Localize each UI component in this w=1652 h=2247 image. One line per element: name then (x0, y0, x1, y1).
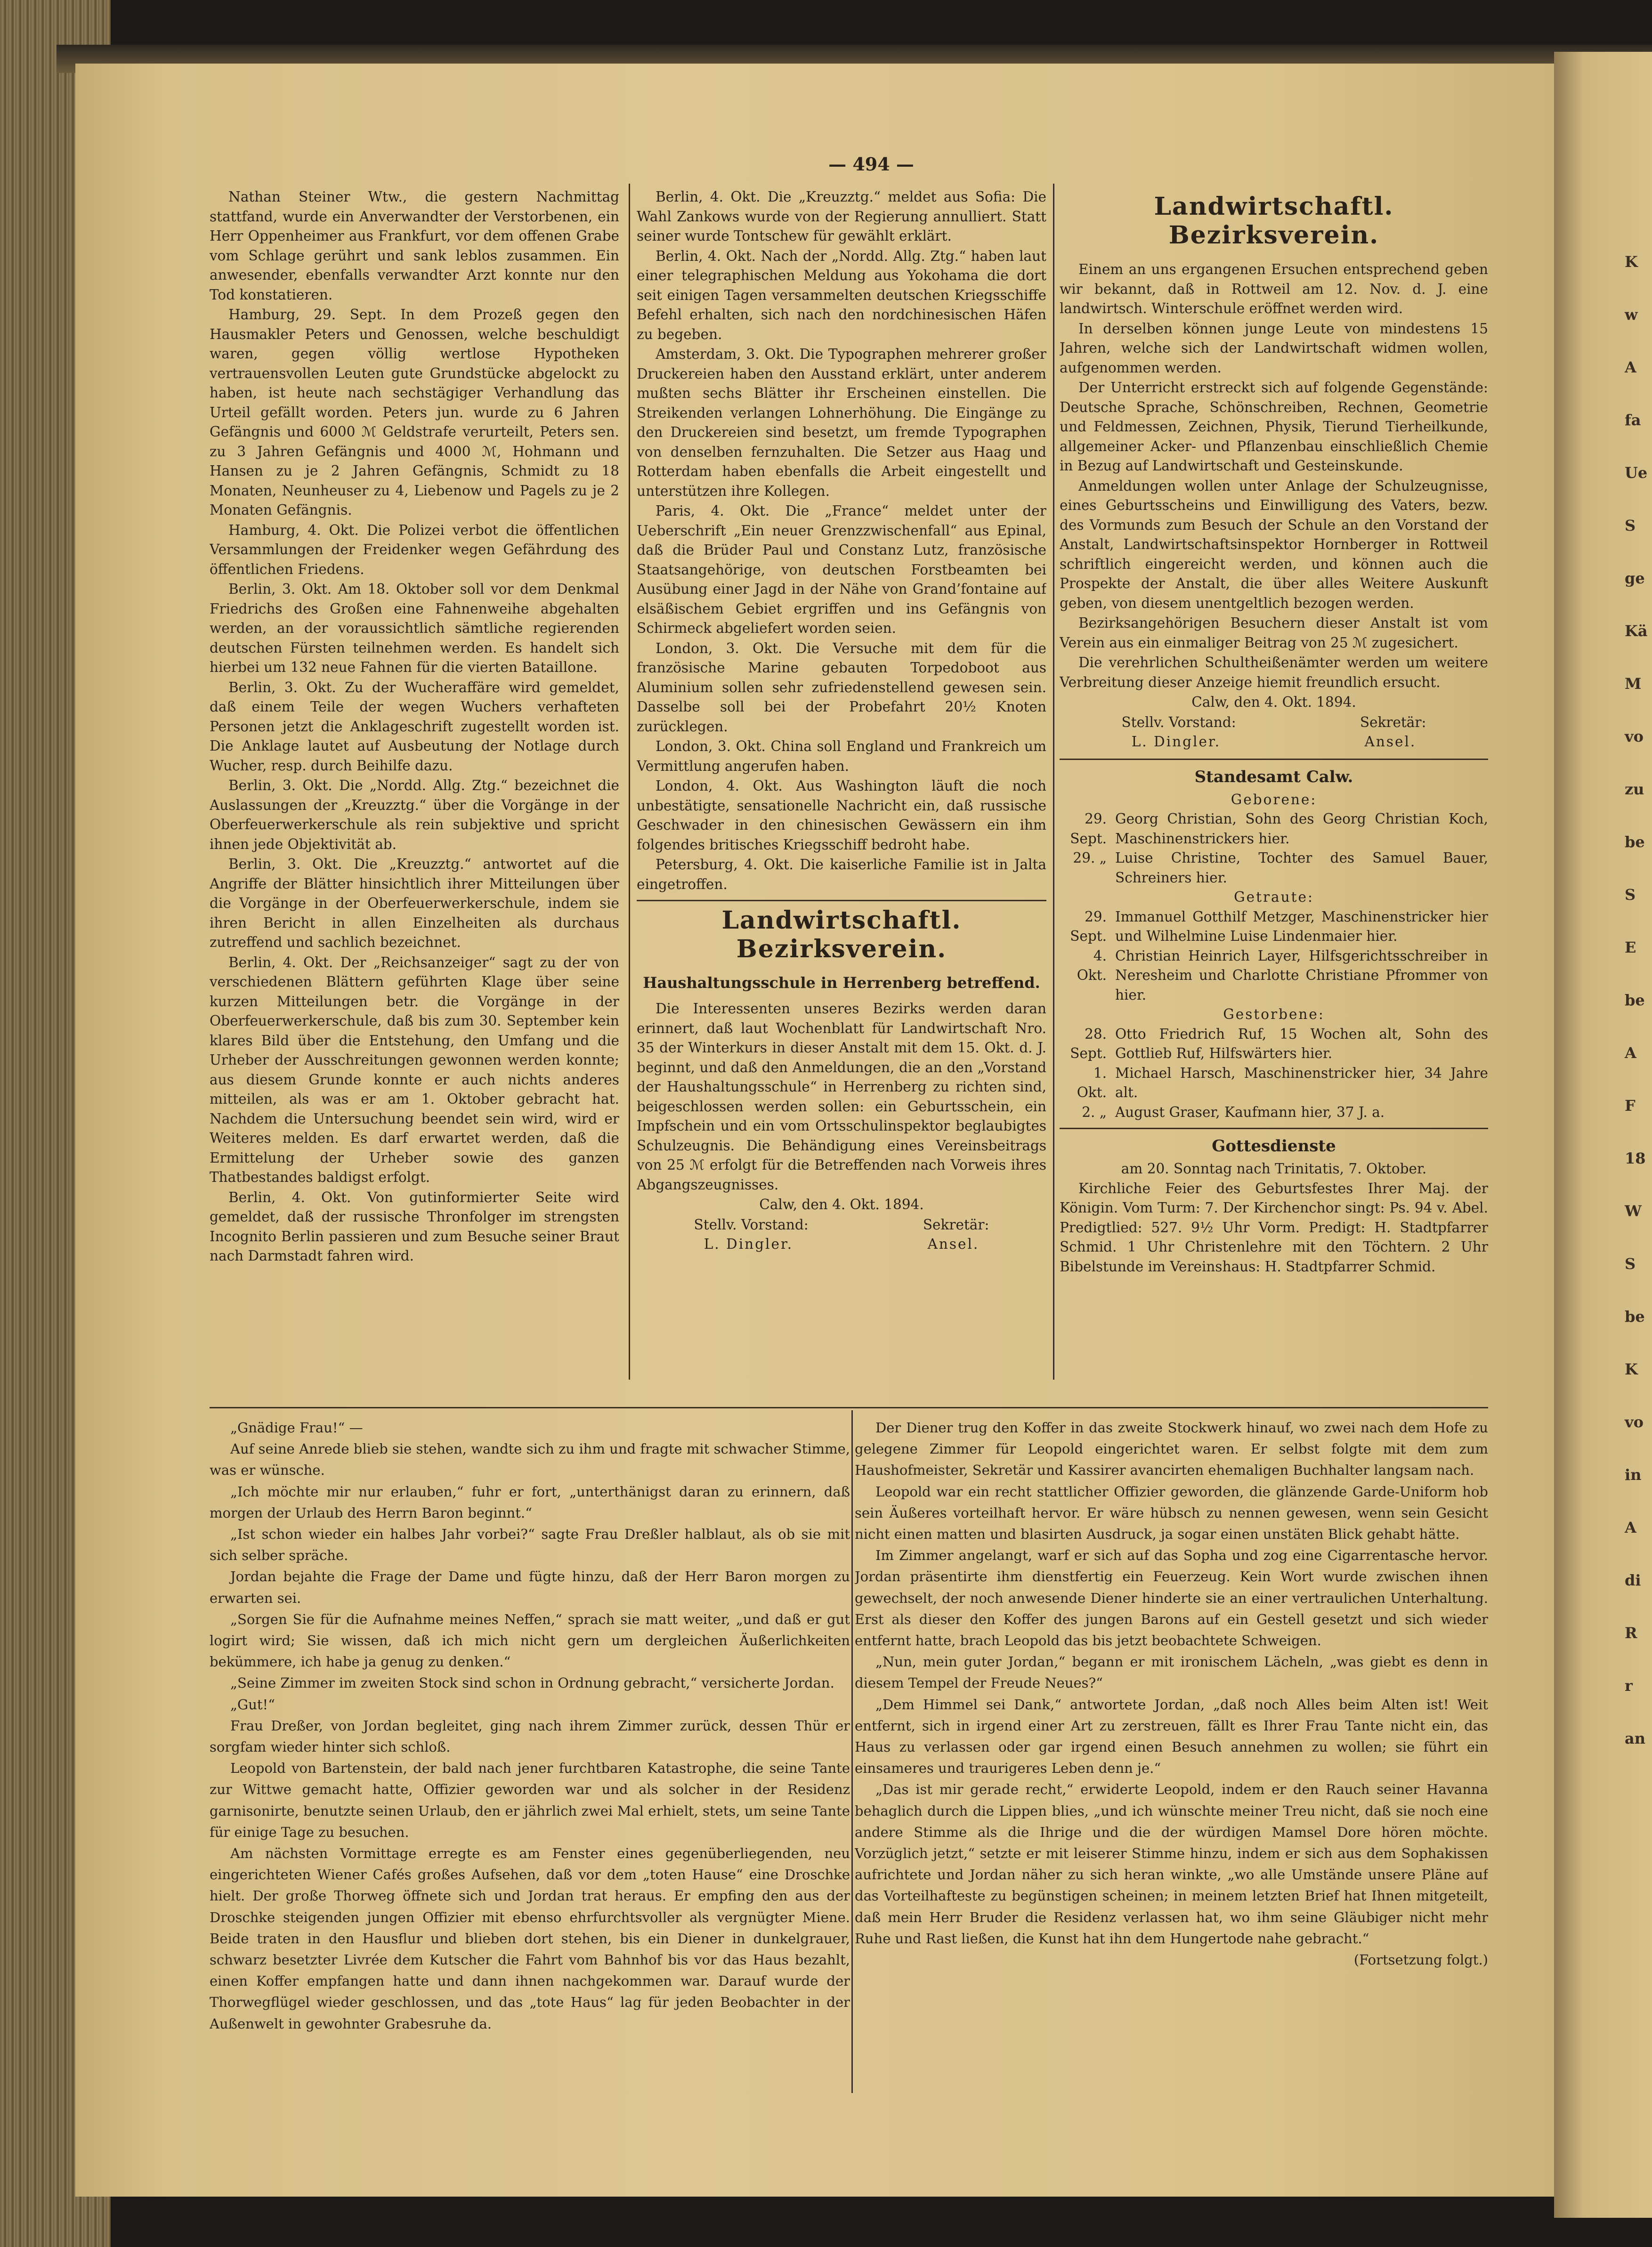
register-text: Luise Christine, Tochter des Samuel Bauer, Schreiners hier. (1115, 850, 1488, 886)
gottesdienste-subline: am 20. Sonntag nach Trinitatis, 7. Oktober. (1121, 1161, 1427, 1177)
notice-heading: Landwirtschaftl. Bezirksverein. (1154, 192, 1394, 250)
notice-paragraph: In derselben können junge Leute von mindestens 15 Jahren, welche sich der Landwirtschaft widmen wollen, aufgenommen werden. (1060, 320, 1488, 376)
news-item: Nathan Steiner Wtw., die gestern Nachmittag stattfand, wurde ein Anverwandter der Verstorbenen, ein Herr Oppenheimer aus Frankfurt, vor dem offenen Grabe vom Schlage gerührt und sank leblos zusammen. Ein anwesender, ebenfalls verwandter Arzt konnte nur den Tod konstatieren. (210, 189, 619, 303)
serial-paragraph: „Nun, mein guter Jordan,“ begann er mit ironischem Lächeln, „was giebt es denn in diesem Tempel der Freude Neues?“ (855, 1654, 1488, 1691)
adjacent-page-text: K (1625, 1360, 1638, 1378)
news-item: Berlin, 3. Okt. Die „Kreuzztg.“ antwortet auf die Angriffe der Blätter hinsichtlich ihrer Mitteilungen über die Vorgänge in der Oberfeuerwerkerschule, indem sie ihren Bericht in allen Einzelheiten als durchaus zutreffend und sachlich bezeichnet. (210, 856, 619, 950)
notice-signature-names (1060, 732, 1488, 752)
signature-title-right: Sekretär: (1360, 714, 1426, 730)
continued-note: (Fortsetzung folgt.) (1353, 1952, 1488, 1968)
notice-divider (637, 900, 1046, 901)
serial-paragraph: „Ist schon wieder ein halbes Jahr vorbei?“ sagte Frau Dreßler halblaut, als ob sie mit sich selber spräche. (210, 1526, 850, 1564)
serial-separator-rule (210, 1407, 1488, 1408)
news-item: Berlin, 3. Okt. Am 18. Oktober soll vor dem Denkmal Friedrichs des Großen eine Fahnenweihe abgehalten werden, an der voraussichtlich sämtliche regierenden deutschen Fürsten teilnehmen werden. Es handelt sich hierbei um 132 neue Fahnen für die vierten Bataillone. (210, 581, 619, 675)
notice-subheading: Haushaltungsschule in Herrenberg betreffend. (643, 974, 1040, 992)
register-entry (1060, 907, 1488, 946)
born-label: Geborene: (1231, 791, 1317, 808)
news-item: Berlin, 3. Okt. Zu der Wucheraffäre wird gemeldet, daß einem Teile der wegen Wuchers verhafteten Personen jetzt die Anklageschrift zugestellt worden ist. Die Anklage lautet auf Ausbeutung der Notlage durch Wucher, resp. durch Beihilfe dazu. (210, 679, 619, 774)
adjacent-page-text: W (1625, 1202, 1642, 1220)
notice-body: Die Interessenten unseres Bezirks werden daran erinnert, daß laut Wochenblatt für Landwirtschaft Nro. 35 der Winterkurs in dieser Anstalt mit dem 15. Okt. d. J. beginnt, und daß den Anmeldungen, die an den „Vorstand der Haushaltungsschule“ in Herrenberg zu richten sind, beigeschlossen werden sollen: ein Geburtsschein, ein Impfschein und ein vom Ortsschulinspektor beglaubigtes Schulzeugnis. Die Behändigung eines Vereinsbeitrags von 25 ℳ erfolgt für die Betreffenden nach Vorweis ihres Abgangszeugnisses. (637, 1001, 1046, 1193)
serial-paragraph: Auf seine Anrede blieb sie stehen, wandte sich zu ihm und fragte mit schwacher Stimme, was er wünsche. (210, 1441, 850, 1479)
standesamt-heading: Standesamt Calw. (1194, 767, 1353, 786)
notice-paragraph: Bezirksangehörigen Besuchern dieser Anstalt ist vom Verein aus ein einmaliger Beitrag von 25 ℳ zugesichert. (1060, 615, 1488, 651)
news-column-2 (637, 187, 1046, 1369)
register-text: Georg Christian, Sohn des Georg Christian Koch, Maschinenstrickers hier. (1115, 811, 1488, 847)
signature-title-left: Stellv. Vorstand: (1121, 714, 1236, 730)
adjacent-page-text: ge (1625, 569, 1645, 587)
serial-story-left (210, 1417, 850, 2095)
adjacent-page-text: r (1625, 1677, 1633, 1695)
register-entry (1060, 1103, 1488, 1123)
serial-paragraph: Frau Dreßer, von Jordan begleitet, ging nach ihrem Zimmer zurück, dessen Thür er sorgfam wieder hinter sich schloß. (210, 1717, 850, 1755)
notice-paragraph: Die verehrlichen Schultheißenämter werden um weitere Verbreitung dieser Anzeige hiemit freundlich ersucht. (1060, 655, 1488, 690)
register-text: Immanuel Gotthilf Metzger, Maschinenstricker hier und Wilhelmine Luise Lindenmaier hier. (1115, 908, 1488, 944)
serial-paragraph: „Gut!“ (230, 1696, 275, 1713)
register-text: Otto Friedrich Ruf, 15 Wochen alt, Sohn des Gottlieb Ruf, Hilfswärters hier. (1115, 1026, 1488, 1061)
serial-story-right (855, 1417, 1488, 2095)
news-item: London, 3. Okt. Die Versuche mit dem für die französische Marine gebauten Torpedoboot aus Aluminium sollen sehr zufriedenstellend gewesen sein. Dasselbe soll bei der Probefahrt 20½ Knoten zurücklegen. (637, 640, 1046, 735)
notice-paragraphs (1060, 260, 1488, 692)
signature-name-right: Ansel. (927, 1236, 980, 1252)
serial-paragraph: „Sorgen Sie für die Aufnahme meines Neffen,“ sprach sie matt weiter, „und daß er gut logirt wird; Sie wissen, daß ich mich nicht gern um dergleichen Äußerlichkeiten bekümmere, ich habe ja genug zu denken.“ (210, 1611, 850, 1670)
signature-name-left: L. Dingler. (1131, 734, 1221, 750)
adjacent-page-text: S (1625, 517, 1636, 534)
died-list (1060, 1025, 1488, 1123)
notice-heading: Landwirtschaftl. Bezirksverein. (721, 906, 962, 963)
announcements-column (1060, 187, 1488, 1393)
serial-paragraph: „Ich möchte mir nur erlauben,“ fuhr er fort, „unterthänigst daran zu erinnern, daß morgen der Urlaub des Herrn Baron beginnt.“ (210, 1483, 850, 1521)
register-date: 4. Okt. (1077, 947, 1107, 983)
notice-paragraph: Der Unterricht erstreckt sich auf folgende Gegenstände: Deutsche Sprache, Schönschreiben, Rechnen, Geometrie und Feldmessen, Zeichnen, Physik, Tierund Tierheilkunde, allgemeiner Acker- und Pflanzenbau einschließlich Chemie in Bezug auf Landwirtschaft und Gesteinskunde. (1060, 380, 1488, 474)
serial-paragraph: Leopold war ein recht stattlicher Offizier geworden, die glänzende Garde-Uniform hob sein Äußeres vorteilhaft hervor. Er wäre hübsch zu nennen gewesen, wenn sein Gesicht nicht einen matten und blasirten Ausdruck, ja sogar einen unstäten Blick gehabt hätte. (855, 1483, 1488, 1543)
serial-paragraph: „Dem Himmel sei Dank,“ antwortete Jordan, „daß noch Alles beim Alten ist! Weit entfernt, sich in irgend einer Art zu zerstreuen, fällt es Ihrer Frau Tante nicht ein, das Haus zu verlassen oder gar irgend einen Besuch annehmen zu wollen; sie führt ein einsameres und traurigeres Leben denn je.“ (855, 1696, 1488, 1777)
adjacent-page-text: 18 (1625, 1149, 1646, 1167)
news-item: Hamburg, 29. Sept. In dem Prozeß gegen den Hausmakler Peters und Genossen, welche beschuldigt waren, gegen völlig wertlose Hypotheken vertrauensvollen Leuten gute Grundstücke abgelockt zu haben, ist heute nach sechstägiger Verhandlung das Urteil gefällt worden. Peters jun. wurde zu 6 Jahren Gefängnis und 6000 ℳ Geldstrafe verurteilt, Peters sen. zu 3 Jahren Gefängnis und 4000 ℳ, Hohmann und Hansen zu je 2 Jahren Gefängnis, Schmidt zu 18 Monaten, Neunheuser zu 4, Liebenow und Pagels zu je 2 Monaten Gefängnis. (210, 307, 619, 518)
adjacent-page-text: vo (1625, 727, 1644, 745)
register-text: Christian Heinrich Layer, Hilfsgerichtsschreiber in Neresheim und Charlotte Christiane Pfrommer von hier. (1115, 947, 1488, 1003)
news-item: Petersburg, 4. Okt. Die kaiserliche Familie ist in Jalta eingetroffen. (637, 857, 1046, 892)
adjacent-page-text: M (1625, 675, 1642, 693)
adjacent-page-fragment (1554, 52, 1652, 2218)
notice-signature-titles (637, 1215, 1046, 1235)
signature-title-left: Stellv. Vorstand: (694, 1216, 809, 1233)
register-date: 29. Sept. (1070, 811, 1107, 847)
notice-place-date: Calw, den 4. Okt. 1894. (759, 1196, 924, 1212)
register-entry (1060, 849, 1488, 888)
adjacent-page-text: F (1625, 1097, 1636, 1115)
news-item: Berlin, 4. Okt. Von gutinformierter Seite wird gemeldet, daß der russische Thronfolger im strengsten Incognito Berlin passieren und zum Besuche seiner Braut nach Darmstadt fahren wird. (210, 1189, 619, 1264)
register-entry (1060, 1025, 1488, 1064)
adjacent-page-text: S (1625, 1255, 1636, 1273)
adjacent-page-text: A (1625, 358, 1636, 376)
adjacent-page-text: be (1625, 833, 1645, 851)
notice-signature-titles (1060, 713, 1488, 733)
signature-title-right: Sekretär: (923, 1216, 989, 1233)
serial-paragraph: Am nächsten Vormittage erregte es am Fenster eines gegenüberliegenden, neu eingerichteten Wiener Cafés großes Aufsehen, daß vor dem „toten Hause“ eine Droschke hielt. Der große Thorweg öffnete sich und Jordan trat heraus. Er empfing den aus der Droschke steigenden jungen Offizier mit ebenso ehrfurchtsvoller als vergnügter Miene. Beide traten in den Hausflur und blieben dort stehen, bis ein Diener in dunkelgrauer, schwarz besetzter Livrée dem Kutscher die Fahrt vom Bahnhof bis vor das Haus bezahlt, einen Koffer empfangen hatte und dann ihnen nachgekommen war. Darauf wurde der Thorwegflügel wieder geschlossen, und das „tote Haus“ lag für jeden Beobachter in der Außenwelt in gewohnter Grabesruhe da. (210, 1845, 850, 2032)
gottesdienste-body: Kirchliche Feier des Geburtsfestes Ihrer Maj. der Königin. Vom Turm: 7. Der Kirchenchor singt: Ps. 94 v. Abel. Predigtlied: 527. 9½ Uhr Vorm. Predigt: H. Stadtpfarrer Schmid. 1 Uhr Christenlehre mit den Töchtern. 2 Uhr Bibelstunde im Vereinshaus: H. Stadtpfarrer Schmid. (1060, 1180, 1488, 1275)
news-item: Hamburg, 4. Okt. Die Polizei verbot die öffentlichen Versammlungen der Freidenker wegen Gefährdung des öffentlichen Friedens. (210, 522, 619, 577)
news-column-1 (210, 187, 619, 1376)
news-item: Paris, 4. Okt. Die „France“ meldet unter der Ueberschrift „Ein neuer Grenzzwischenfall“ aus Epinal, daß die Brüder Paul und Constanz Lutz, französische Staatsangehörige, von deutschen Forstbeamten bei Ausübung einer Jagd in der Nähe von Grand’fontaine auf elsäßischem Gebiet ergriffen und ins Gefängnis von Schirmeck abgeliefert worden seien. (637, 503, 1046, 636)
serial-paragraph: Der Diener trug den Koffer in das zweite Stockwerk hinauf, wo zwei nach dem Hofe zu gelegene Zimmer für Leopold eingerichtet waren. Er selbst folgte mit dem zum Haushofmeister, Sekretär und Kassirer avancirten ehemaligen Buchhalter langsam nach. (855, 1420, 1488, 1479)
register-entry (1060, 946, 1488, 1005)
adjacent-page-text: Kä (1625, 622, 1648, 640)
register-text: August Graser, Kaufmann hier, 37 J. a. (1115, 1104, 1385, 1120)
news-item: Berlin, 3. Okt. Die „Nordd. Allg. Ztg.“ bezeichnet die Auslassungen der „Kreuzztg.“ über die Vorgänge in der Oberfeuerwerkerschule als rein subjektive und spricht ihnen jede Objektivität ab. (210, 777, 619, 852)
adjacent-page-text: fa (1625, 411, 1641, 429)
register-date: 2. „ (1082, 1104, 1107, 1120)
signature-name-left: L. Dingler. (704, 1236, 794, 1252)
column-rule-1 (629, 184, 630, 1380)
news-item: Berlin, 4. Okt. Der „Reichsanzeiger“ sagt zu der von verschiedenen Blättern geführten Klage über seine kurzen Mitteilungen betr. die Vorgänge in der Oberfeuerwerkerschule, daß bis zum 30. September kein klares Bild über die Entstehung, den Umfang und die Urheber der Ausschreitungen gewonnen werden konnte; aus diesem Grunde konnte er auch nichts anderes mitteilen, als was er am 1. Oktober gebracht hat. Nachdem die Untersuchung beendet sein wird, wird er Weiteres melden. Es darf erwartet werden, daß die Ermittelung der Urheber sowie des ganzen Thatbestandes baldigst erfolgt. (210, 954, 619, 1185)
serial-paragraph: Im Zimmer angelangt, warf er sich auf das Sopha und zog eine Cigarrentasche hervor. Jordan präsentirte ihm dienstfertig ein Feuerzeug. Kein Wort wurde zwischen ihnen gewechselt, der noch anwesende Diener hinderte sie an einer vertraulichen Unterhaltung. Erst als dieser den Koffer des jungen Barons auf ein Gestell gesetzt und sich wieder entfernt hatte, brach Leopold das bis jetzt beobachtete Schweigen. (855, 1547, 1488, 1649)
adjacent-page-text: R (1625, 1624, 1637, 1642)
adjacent-page-text: be (1625, 991, 1645, 1009)
section-divider (1060, 1128, 1488, 1129)
notice-signature-names (637, 1235, 1046, 1254)
register-date: 1. Okt. (1077, 1065, 1107, 1100)
adjacent-page-text: vo (1625, 1413, 1644, 1431)
register-date: 29. Sept. (1070, 908, 1107, 944)
register-text: Michael Harsch, Maschinenstricker hier, 34 Jahre alt. (1115, 1065, 1488, 1100)
serial-paragraph: Leopold von Bartenstein, der bald nach jener furchtbaren Katastrophe, die seine Tante zur Wittwe gemacht hatte, Offizier geworden war und als solcher in der Residenz garnisonirte, benutzte seinen Urlaub, den er jährlich zwei Mal erhielt, stets, um seine Tante für einige Tage zu besuchen. (210, 1760, 850, 1840)
news-item: Amsterdam, 3. Okt. Die Typographen mehrerer großer Druckereien haben den Ausstand erklärt, unter anderem mußten sechs Blätter ihr Erscheinen einstellen. Die Streikenden verlangen Lohnerhöhung. Die Eingänge zu den Druckereien sind besetzt, um fremde Typographen von denselben fernzuhalten. Die Setzer aus Haag und Rotterdam haben ebenfalls die Arbeit eingestellt und unterstützen ihre Kollegen. (637, 346, 1046, 499)
adjacent-page-text: S (1625, 886, 1636, 904)
page-number: — 494 — (828, 154, 914, 175)
news-item: Berlin, 4. Okt. Nach der „Nordd. Allg. Ztg.“ haben laut einer telegraphischen Meldung aus Yokohama die dort seit einigen Tagen versammelten deutschen Kriegsschiffe Befehl erhalten, sich nach den nordchinesischen Häfen zu begeben. (637, 248, 1046, 342)
gottesdienste-heading: Gottesdienste (1212, 1137, 1336, 1156)
adjacent-page-text: di (1625, 1571, 1641, 1589)
notice-place-date: Calw, den 4. Okt. 1894. (1191, 694, 1356, 710)
adjacent-page-text: an (1625, 1730, 1645, 1747)
adjacent-page-text: K (1625, 253, 1638, 271)
register-entry (1060, 809, 1488, 849)
news-items (637, 187, 1046, 894)
adjacent-page-text: Ue (1625, 464, 1648, 482)
notice-paragraph: Anmeldungen wollen unter Anlage der Schulzeugnisse, eines Geburtsscheins und Einwilligung des Vaters, bezw. des Vormunds zum Besuch der Schule an den Vorstand der Anstalt, Landwirtschaftsinspektor Hornberger in Rottweil schriftlich eingereicht werden, und können auch die Prospekte der Anstalt, die über alles Weitere Auskunft geben, von diesem unentgeltlich bezogen werden. (1060, 477, 1488, 611)
serial-paragraph: „Gnädige Frau!“ — (230, 1420, 363, 1436)
news-item: London, 3. Okt. China soll England und Frankreich um Vermittlung angerufen haben. (637, 738, 1046, 774)
serial-column-rule (851, 1410, 853, 2093)
notice-paragraph: Einem an uns ergangenen Ersuchen entsprechend geben wir bekannt, daß in Rottweil am 12. Nov. d. J. eine landwirtsch. Winterschule eröffnet werden wird. (1060, 261, 1488, 316)
adjacent-page-text: A (1625, 1044, 1636, 1062)
adjacent-page-text: A (1625, 1519, 1636, 1536)
adjacent-page-text: zu (1625, 780, 1644, 798)
adjacent-page-text: in (1625, 1466, 1642, 1484)
news-item: Berlin, 4. Okt. Die „Kreuzztg.“ meldet aus Sofia: Die Wahl Zankows wurde von der Regierung annulliert. Statt seiner wurde Tontschew für gewählt erklärt. (637, 189, 1046, 244)
signature-name-right: Ansel. (1364, 734, 1417, 750)
serial-paragraph: „Das ist mir gerade recht,“ erwiderte Leopold, indem er den Rauch seiner Havanna behaglich durch die Lippen blies, „und ich wünschte meiner Treu nicht, daß sie noch eine andere Stimme als die Ihrige und die der würdigen Mamsel Dore hören möchte. Vorzüglich jetzt,“ setzte er mit leiserer Stimme hinzu, indem er sich aus dem Sophakissen aufrichtete und Jordan näher zu sich heran winkte, „wo alle Umstände unsere Pläne auf das Vorteilhafteste zu begünstigen scheinen; in meinem letzten Brief hat Ihnen mitgeteilt, daß mein Herr Bruder die Residenz verlassen hat, wo ihm seine Gläubiger nicht mehr Ruhe und Rast ließen, die Kunst hat ihn dem Hungertode nahe gebracht.“ (855, 1781, 1488, 1947)
married-list (1060, 907, 1488, 1005)
register-date: 29. „ (1073, 850, 1107, 866)
adjacent-page-text: be (1625, 1308, 1645, 1326)
adjacent-page-text: E (1625, 938, 1636, 956)
serial-paragraph: „Seine Zimmer im zweiten Stock sind schon in Ordnung gebracht,“ versicherte Jordan. (230, 1675, 834, 1691)
register-date: 28. Sept. (1070, 1026, 1107, 1061)
serial-paragraph: Jordan bejahte die Frage der Dame und fügte hinzu, daß der Herr Baron morgen zu erwarten sei. (210, 1568, 850, 1606)
serial-paragraphs (855, 1417, 1488, 1949)
married-label: Getraute: (1234, 889, 1314, 905)
news-item: London, 4. Okt. Aus Washington läuft die noch unbestätigte, sensationelle Nachricht ein, daß russische Geschwader in den chinesischen Gewässern ein ihm folgendes britisches Kriegsschiff bedroht habe. (637, 778, 1046, 853)
section-divider (1060, 759, 1488, 760)
born-list (1060, 809, 1488, 888)
column-rule-2 (1053, 184, 1054, 1380)
register-entry (1060, 1064, 1488, 1103)
died-label: Gestorbene: (1223, 1006, 1325, 1022)
adjacent-page-text: w (1625, 306, 1638, 323)
